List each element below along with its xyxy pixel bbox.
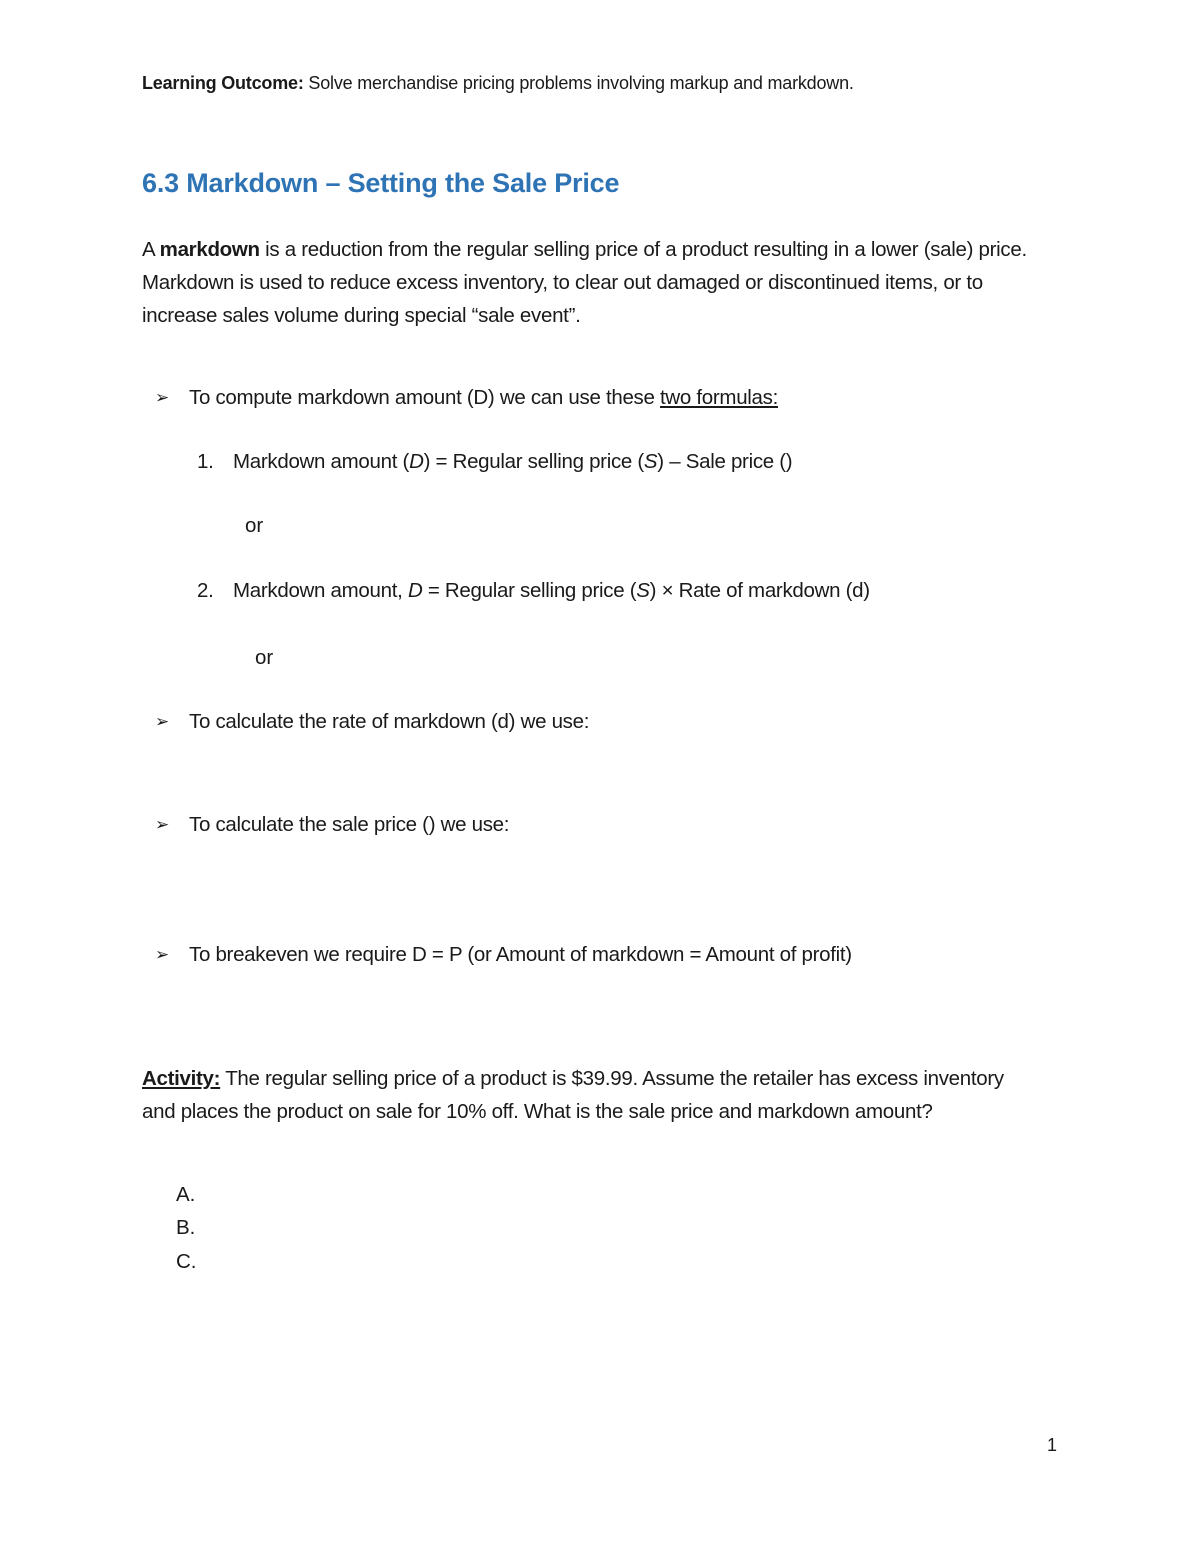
formula-2 bbox=[197, 579, 870, 603]
page-number: 1 bbox=[1047, 1435, 1058, 1455]
formula-var-s: S bbox=[643, 450, 658, 473]
bullet-breakeven bbox=[155, 943, 852, 967]
formula-number: 2. bbox=[197, 579, 214, 602]
choice-a: A. bbox=[176, 1183, 196, 1206]
activity-label: Activity: bbox=[142, 1067, 221, 1090]
bullet-sale-price bbox=[155, 813, 509, 837]
bullet-text-main: To compute markdown amount (D) we can use these bbox=[189, 386, 660, 409]
formula-var-s: S bbox=[636, 579, 650, 602]
two-formulas-text: two formulas: bbox=[660, 386, 778, 409]
choice-c: C. bbox=[176, 1250, 197, 1273]
formula-text: ) × Rate of markdown (d) bbox=[649, 579, 870, 602]
formula-var-d: D bbox=[407, 579, 423, 602]
learning-outcome bbox=[142, 73, 854, 94]
intro-text-rest: is a reduction from the regular selling price of a product resulting in a lower (sale) price. Markdown is used to reduce excess inventory, to clear out damaged or discontinued items, or to increase sales volume during special “sale event”. bbox=[142, 238, 1027, 327]
formula-text: ) – Sale price () bbox=[657, 450, 793, 473]
arrow-bullet-icon: ➢ bbox=[155, 388, 169, 407]
learning-outcome-label: Learning Outcome: bbox=[142, 73, 304, 93]
intro-paragraph bbox=[142, 233, 1062, 332]
formula-var-d: D bbox=[409, 450, 424, 473]
bullet-text: To calculate the rate of markdown (d) we use: bbox=[189, 710, 590, 733]
or-separator-1: or bbox=[245, 514, 264, 537]
arrow-bullet-icon: ➢ bbox=[155, 815, 169, 834]
markdown-term: markdown bbox=[159, 238, 260, 261]
formula-text: ) = Regular selling price ( bbox=[423, 450, 644, 473]
arrow-bullet-icon: ➢ bbox=[155, 712, 169, 731]
bullet-rate-of-markdown bbox=[155, 710, 589, 734]
or-separator-2: or bbox=[255, 646, 274, 669]
bullet-compute-markdown bbox=[155, 386, 778, 410]
formula-text: = Regular selling price ( bbox=[422, 579, 637, 602]
bullet-text bbox=[189, 386, 778, 410]
activity-text: The regular selling price of a product is $39.99. Assume the retailer has excess inventory and places the product on sale for 10% off. What is the sale price and markdown amount? bbox=[142, 1067, 1004, 1123]
formula-text: Markdown amount ( bbox=[233, 450, 410, 473]
formula-number: 1. bbox=[197, 450, 214, 473]
arrow-bullet-icon: ➢ bbox=[155, 945, 169, 964]
bullet-text: To breakeven we require D = P (or Amount of markdown = Amount of profit) bbox=[189, 943, 852, 966]
formula-text: Markdown amount, bbox=[233, 579, 408, 602]
bullet-text: To calculate the sale price () we use: bbox=[189, 813, 510, 836]
section-title: 6.3 Markdown – Setting the Sale Price bbox=[142, 168, 620, 198]
activity-paragraph bbox=[142, 1062, 1042, 1128]
learning-outcome-text: Solve merchandise pricing problems involving markup and markdown. bbox=[303, 73, 854, 93]
intro-text-start: A bbox=[142, 238, 160, 261]
formula-1 bbox=[197, 450, 792, 474]
choice-b: B. bbox=[176, 1216, 196, 1239]
